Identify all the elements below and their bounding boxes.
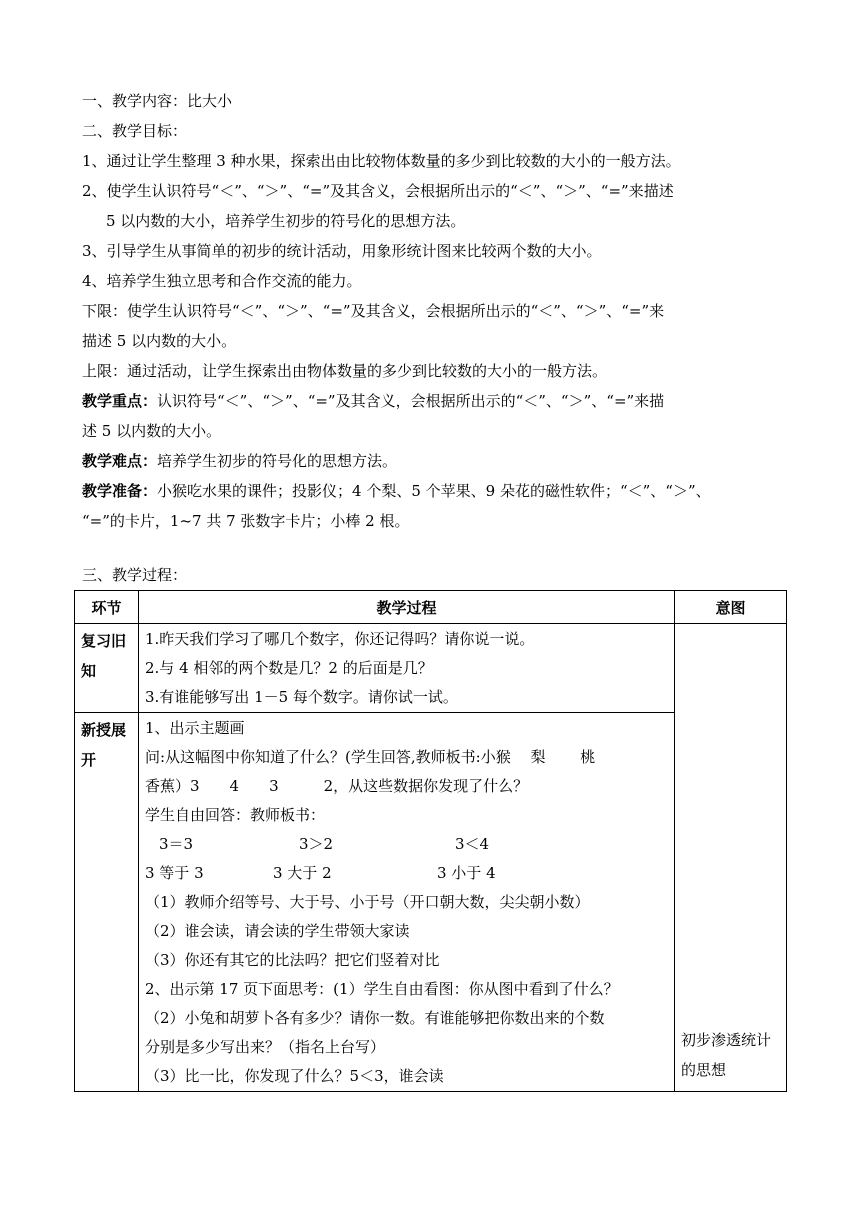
words-less: 3 小于 4 [437, 864, 496, 882]
difficulty-text: 培养学生初步的符号化的思想方法。 [157, 452, 398, 470]
key-point-text: 认识符号“＜”、“＞”、“=”及其含义，会根据所出示的“＜”、“＞”、“=”来描 [157, 392, 665, 410]
table-header-row [75, 591, 787, 624]
review-line: 1.昨天我们学习了哪几个数字，你还记得吗？请你说一说。 [145, 630, 535, 648]
comparison-row [145, 830, 668, 859]
difficulty [82, 446, 786, 476]
lower-limit: 下限：使学生认识符号“＜”、“＞”、“=”及其含义，会根据所出示的“＜”、“＞”、“=”来 [82, 302, 665, 320]
header-stage: 环节 [75, 591, 139, 624]
key-point-label: 教学重点： [82, 392, 158, 410]
preparation-continued: “=”的卡片，1~7 共 7 张数字卡片；小棒 2 根。 [82, 512, 410, 530]
spacer [82, 536, 786, 560]
review-line: 2.与 4 相邻的两个数是几？2 的后面是几？ [145, 659, 433, 677]
new-line: （2）谁会读，请会读的学生带领大家读 [145, 922, 410, 940]
stage-review: 复习旧知 [75, 624, 139, 713]
lower-limit-continued: 描述 5 以内数的大小。 [82, 332, 237, 350]
new-line: （3）比一比，你发现了什么？5＜3，谁会读 [145, 1067, 444, 1085]
process-table [74, 590, 787, 1092]
words-equal: 3 等于 3 [145, 864, 204, 882]
new-line: 2、出示第 17 页下面思考：(1）学生自由看图：你从图中看到了什么？ [145, 980, 619, 998]
section-heading-process: 三、教学过程： [82, 566, 188, 584]
new-content [139, 713, 675, 1092]
preparation-label: 教学准备： [82, 482, 158, 500]
goal-item: 1、通过让学生整理 3 种水果，探索出由比较物体数量的多少到比较数的大小的一般方法。 [82, 152, 681, 170]
new-line: 香蕉）3 4 3 2，从这些数据你发现了什么？ [145, 777, 529, 795]
key-point [82, 386, 786, 416]
new-line: 学生自由回答：教师板书： [145, 806, 326, 824]
difficulty-label: 教学难点： [82, 452, 158, 470]
intent-cell: 初步渗透统计的思想 [675, 624, 787, 1092]
new-line: 1、出示主题画 [145, 719, 245, 737]
review-line: 3.有谁能够写出 1－5 每个数字。请你试一试。 [145, 688, 458, 706]
comparison-words-row [145, 859, 668, 888]
header-intent: 意图 [675, 591, 787, 624]
comparison-greater: 3＞2 [299, 835, 334, 853]
new-line: 问:从这幅图中你知道了什么？(学生回答,教师板书:小猴 梨 桃 [145, 748, 596, 766]
header-process: 教学过程 [139, 591, 675, 624]
document-body [82, 86, 786, 1092]
goal-item: 2、使学生认识符号“＜”、“＞”、“=”及其含义，会根据所出示的“＜”、“＞”、“=”来描述 [82, 182, 674, 200]
new-line: （1）教师介绍等号、大于号、小于号（开口朝大数，尖尖朝小数） [145, 893, 590, 911]
new-line: 分别是多少写出来？（指名上台写） [145, 1038, 386, 1056]
new-line: （3）你还有其它的比法吗？把它们竖着对比 [145, 951, 440, 969]
upper-limit: 上限：通过活动，让学生探索出由物体数量的多少到比较数的大小的一般方法。 [82, 362, 608, 380]
comparison-equal: 3＝3 [159, 835, 194, 853]
comparison-less: 3＜4 [455, 835, 490, 853]
section-heading-goals: 二、教学目标： [82, 122, 188, 140]
review-content [139, 624, 675, 713]
stage-new: 新授展开 [75, 713, 139, 1092]
goal-item: 4、培养学生独立思考和合作交流的能力。 [82, 272, 362, 290]
table-row-review [75, 624, 787, 713]
preparation [82, 476, 786, 506]
key-point-continued: 述 5 以内数的大小。 [82, 422, 222, 440]
words-greater: 3 大于 2 [273, 864, 332, 882]
new-line: （2）小兔和胡萝卜各有多少？请你一数。有谁能够把你数出来的个数 [145, 1009, 605, 1027]
section-heading-content: 一、教学内容：比大小 [82, 92, 233, 110]
goal-item: 3、引导学生从事简单的初步的统计活动，用象形统计图来比较两个数的大小。 [82, 242, 602, 260]
preparation-text: 小猴吃水果的课件；投影仪；4 个梨、5 个苹果、9 朵花的磁性软件；“＜”、“＞”、 [157, 482, 711, 500]
goal-item-continued: 5 以内数的大小，培养学生初步的符号化的思想方法。 [106, 212, 466, 230]
